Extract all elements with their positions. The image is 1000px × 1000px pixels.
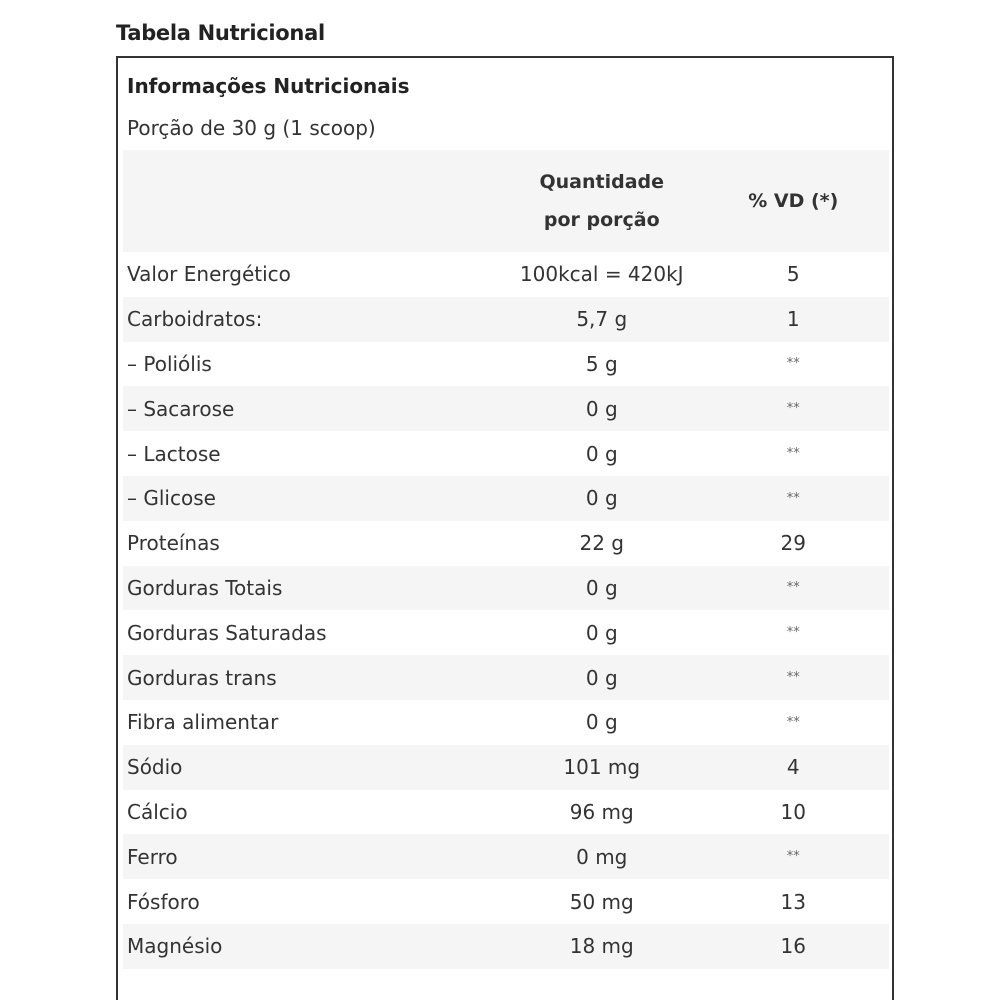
nutrient-amount: 101 mg xyxy=(563,755,641,780)
nutrient-amount: 0 g xyxy=(585,486,618,511)
nutrient-name: – Lactose xyxy=(127,441,221,466)
nutrient-name: Magnésio xyxy=(127,934,223,959)
nutrition-table-inner xyxy=(123,61,889,969)
nutrient-name: Fibra alimentar xyxy=(127,710,279,735)
header-vd: % VD (*) xyxy=(748,190,839,212)
nutrient-name: Gorduras Saturadas xyxy=(127,620,327,645)
nutrient-vd: ** xyxy=(786,714,800,730)
nutrient-amount: 0 g xyxy=(585,620,618,645)
nutrient-name: Sódio xyxy=(127,755,183,780)
table-row xyxy=(123,655,889,700)
nutrient-amount: 96 mg xyxy=(569,799,634,824)
nutrient-amount: 0 g xyxy=(585,710,618,735)
table-row xyxy=(123,252,889,297)
nutrient-name: Gorduras trans xyxy=(127,665,277,690)
nutrient-amount: 5,7 g xyxy=(576,307,628,332)
table-row xyxy=(123,476,889,521)
table-header xyxy=(123,150,889,252)
nutrient-name: – Poliólis xyxy=(127,351,212,376)
table-row xyxy=(123,386,889,431)
nutrient-vd: 4 xyxy=(786,755,800,780)
table-title: Informações Nutricionais xyxy=(127,74,410,98)
table-row xyxy=(123,566,889,611)
nutrient-vd: 16 xyxy=(780,934,806,959)
table-row xyxy=(123,342,889,387)
nutrient-amount: 0 mg xyxy=(576,844,628,869)
portion-size: Porção de 30 g (1 scoop) xyxy=(127,116,376,140)
nutrient-vd: ** xyxy=(786,849,800,865)
header-quantity-line2: por porção xyxy=(543,209,660,231)
table-row xyxy=(123,700,889,745)
nutrient-amount: 5 g xyxy=(585,351,618,376)
nutrient-name: Cálcio xyxy=(127,799,188,824)
table-row xyxy=(123,610,889,655)
nutrient-name: – Sacarose xyxy=(127,396,235,421)
nutrient-amount: 100kcal = 420kJ xyxy=(519,262,684,287)
nutrition-table xyxy=(116,56,894,1000)
nutrient-amount: 18 mg xyxy=(569,934,634,959)
nutrient-vd: 10 xyxy=(780,799,806,824)
section-title: Tabela Nutricional xyxy=(116,21,325,45)
nutrient-name: Ferro xyxy=(127,844,178,869)
nutrient-vd: 5 xyxy=(786,262,800,287)
nutrient-amount: 0 g xyxy=(585,665,618,690)
nutrient-vd: ** xyxy=(786,356,800,372)
nutrient-name: Valor Energético xyxy=(127,262,291,287)
nutrient-vd: 1 xyxy=(786,307,800,332)
table-row xyxy=(123,521,889,566)
header-quantity-line1: Quantidade xyxy=(539,171,665,193)
nutrient-vd: 13 xyxy=(780,889,806,914)
header-quantity xyxy=(506,150,698,252)
nutrient-name: Proteínas xyxy=(127,531,220,556)
table-row xyxy=(123,924,889,969)
nutrient-name: – Glicose xyxy=(127,486,216,511)
table-body xyxy=(123,252,889,969)
nutrient-amount: 22 g xyxy=(579,531,624,556)
nutrient-vd: ** xyxy=(786,580,800,596)
nutrient-vd: ** xyxy=(786,446,800,462)
table-row xyxy=(123,879,889,924)
table-row xyxy=(123,297,889,342)
nutrient-vd: ** xyxy=(786,670,800,686)
nutrient-name: Gorduras Totais xyxy=(127,575,283,600)
nutrient-vd: 29 xyxy=(780,531,806,556)
header-nutrient-column xyxy=(123,150,506,252)
nutrient-vd: ** xyxy=(786,625,800,641)
nutrient-vd: ** xyxy=(786,401,800,417)
table-row xyxy=(123,834,889,879)
table-row xyxy=(123,431,889,476)
nutrient-vd: ** xyxy=(786,490,800,506)
table-row xyxy=(123,790,889,835)
nutrient-amount: 0 g xyxy=(585,575,618,600)
nutrient-name: Carboidratos: xyxy=(127,307,263,332)
nutrient-amount: 50 mg xyxy=(569,889,634,914)
nutrient-amount: 0 g xyxy=(585,396,618,421)
table-row xyxy=(123,745,889,790)
nutrient-name: Fósforo xyxy=(127,889,200,914)
nutrient-amount: 0 g xyxy=(585,441,618,466)
